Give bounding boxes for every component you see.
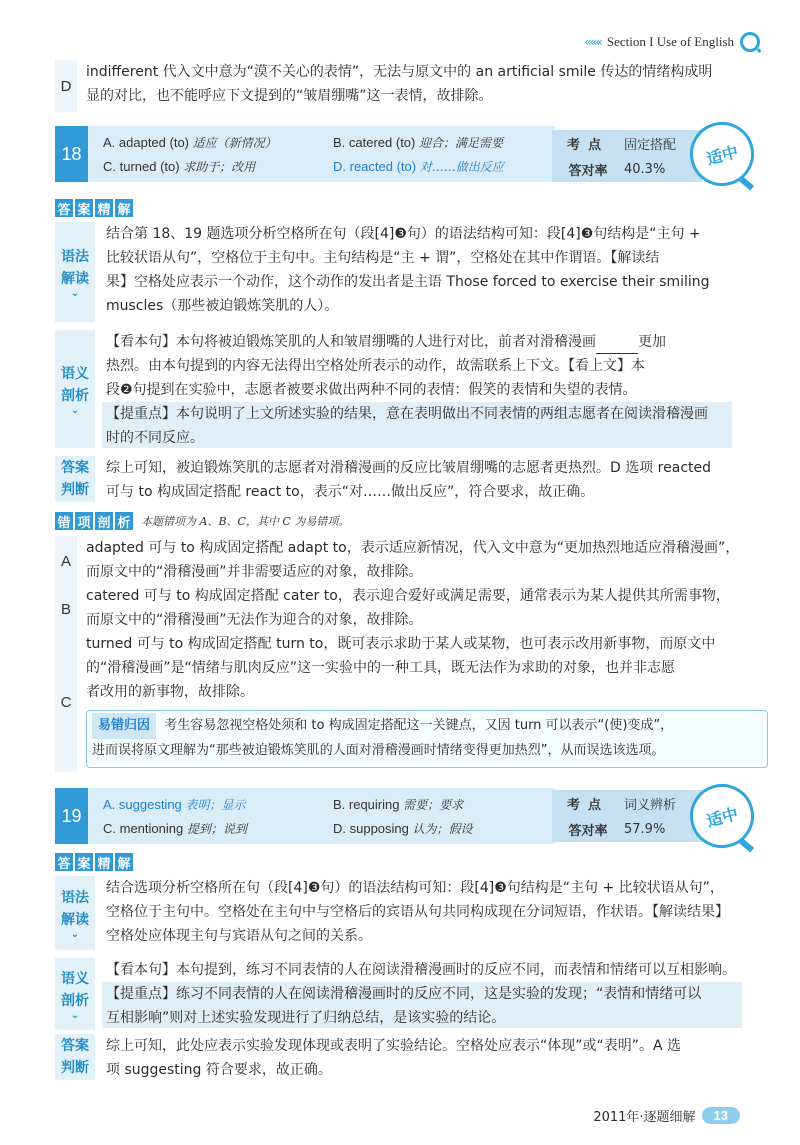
semantic-text-18: 【看本句】本句将被迫锻炼笑肌的人和皱眉绷嘴的人进行对比，前者对滑稽漫画 更加 热烈。由本句提到的内容无法得出空格处所表示的动作，故需联系上下文。【看上文】本 段❷句提到在实验中，志愿者被要求做出两种不同的表情：假笑的表情和失望的表情。 【提重点】本句说明了上文所述实验的结果，意在表明做出不同表情的两组志愿者在阅读滑稽漫画 时的不同反应。 [106,334,708,446]
blank-underline [596,339,638,354]
wrong-option-letter-c: C [55,632,77,772]
arrows-icon: ‹‹‹‹‹‹ [584,35,601,49]
search-lens-icon [740,32,760,52]
wrong-options-note: 本题错项为 A、B、C，其中 C 为易错项。 [141,515,350,528]
grammar-label-19: 语法 解读 ⌄ [55,876,95,950]
q18-option-a: A. adapted (to) 适应（新情况） [103,135,277,150]
judge-text-19: 综上可知，此处应表示实验发现体现或表明了实验结论。空格处应表示“体现”或“表明”。A 选 项 suggesting 符合要求，故正确。 [106,1038,682,1078]
grammar-label-18: 语法 解读 ⌄ [55,222,95,322]
wrong-option-c-text: turned 可与 to 构成固定搭配 turn to，既可表示求助于某人或某物，也可表示改用新事物，而原文中 的“滑稽漫画”是“情绪与肌肉反应”这一实验中的一种工具，既无法作为求助的对象，也并非志愿 者改用的新事物，故排除。 [86,636,716,700]
wrong-option-letter-b: B [55,584,77,634]
error-cause-label: 易错归因 [92,713,156,739]
wrong-option-a-text: adapted 可与 to 构成固定搭配 adapt to，表示适应新情况，代入文中意为“更加热烈地适应滑稽漫画”， 而原文中的“滑稽漫画”并非需要适应的对象，故排除。 [86,540,740,580]
q19-option-a-correct: A. suggesting 表明；显示 [103,797,246,812]
chevron-down-icon: ⌄ [70,1010,80,1021]
option-letter-d: D [55,60,77,112]
chevron-down-icon: ⌄ [70,929,80,940]
judge-label-18: 答案 判断 [55,456,95,502]
judge-label-19: 答案 判断 [55,1034,95,1080]
option-d-text: indifferent 代入文中意为“漠不关心的表情”，无法与原文中的 an artificial smile 传达的情绪构成明 显的对比，也不能呼应下文提到的“皱眉绷嘴”这一表情，故排除。 [86,64,713,104]
chevron-down-icon: ⌄ [70,288,80,299]
q19-option-d: D. supposing 认为；假设 [333,821,473,836]
question-number-18: 18 [55,126,88,182]
wrong-option-letter-a: A [55,536,77,586]
section-title: Section I Use of English [606,34,734,49]
running-header [584,32,760,52]
semantic-label-18: 语义 剖析 ⌄ [55,330,95,448]
q19-option-b: B. requiring 需要；要求 [333,797,464,812]
wrong-options-header [55,512,349,530]
wrong-option-b-text: catered 可与 to 构成固定搭配 cater to，表示迎合爱好或满足需要，通常表示为某人提供其所需事物， 而原文中的“滑稽漫画”无法作为迎合的对象，故排除。 [86,588,730,628]
semantic-text-19: 【看本句】本句提到，练习不同表情的人在阅读滑稽漫画时的反应不同，而表情和情绪可以互相影响。 【提重点】练习不同表情的人在阅读滑稽漫画时的反应不同，这是实验的发现；“表情和情绪可以 互相影响”则对上述实验发现进行了归纳总结，是该实验的结论。 [106,962,736,1026]
q18-info-panel: 考点 固定搭配 答对率 40.3% [552,130,702,182]
q19-option-c: C. mentioning 提到；说到 [103,821,247,836]
answer-analysis-tag-19: 答 案 精 解 [55,853,133,871]
chevron-down-icon: ⌄ [70,405,80,416]
page-number: 13 [702,1107,740,1124]
difficulty-badge-19: 适中 [683,777,761,855]
q19-info-panel: 考点 词义辨析 答对率 57.9% [552,790,702,842]
footer-text: 2011年·逐题细解 [593,1110,696,1125]
q18-option-d-correct: D. reacted (to) 对……做出反应 [333,159,504,174]
page-footer [593,1106,740,1125]
semantic-label-19: 语义 剖析 ⌄ [55,958,95,1030]
q18-option-b: B. catered (to) 迎合；满足需要 [333,135,504,150]
badge-handle-icon [738,176,754,191]
question-number-19: 19 [55,788,88,844]
wrong-options-tag: 错 项 剖 析 [55,512,133,530]
q18-option-c: C. turned (to) 求助于；改用 [103,159,256,174]
badge-handle-icon [738,838,754,853]
difficulty-badge-18: 适中 [683,115,761,193]
grammar-text-18: 结合第 18、19 题选项分析空格所在句（段[4]❸句）的语法结构可知：段[4]❸句结构是“主句 + 比较状语从句”，空格位于主句中。主句结构是“主 + 谓”，空格处在其中作谓语。【解读结 果】空格处应表示一个动作，这个动作的发出者是主语 Those forced to exercise their smiling muscles（那些被迫锻炼笑肌的人）。 [106,226,710,314]
grammar-text-19: 结合选项分析空格所在句（段[4]❸句）的语法结构可知：段[4]❸句结构是“主句 + 比较状语从句”， 空格位于主句中。空格处在主句中与空格后的宾语从句共同构成现在分词短语，作状语。【解读结果】 空格处应体现主句与宾语从句之间的关系。 [106,880,729,944]
judge-text-18: 综上可知，被迫锻炼笑肌的志愿者对滑稽漫画的反应比皱眉绷嘴的志愿者更热烈。D 选项 reacted 可与 to 构成固定搭配 react to，表示“对……做出反应”，符合要求，故正确。 [106,460,712,500]
answer-analysis-tag-18: 答 案 精 解 [55,199,133,217]
error-cause-text: 易错归因 考生容易忽视空格处须和 to 构成固定搭配这一关键点，又因 turn 可以表示“(使)变成”， 进而误将原文理解为“那些被迫锻炼笑肌的人面对滑稽漫画时情绪变得更加热烈”，从而误选该选项。 [92,713,762,763]
